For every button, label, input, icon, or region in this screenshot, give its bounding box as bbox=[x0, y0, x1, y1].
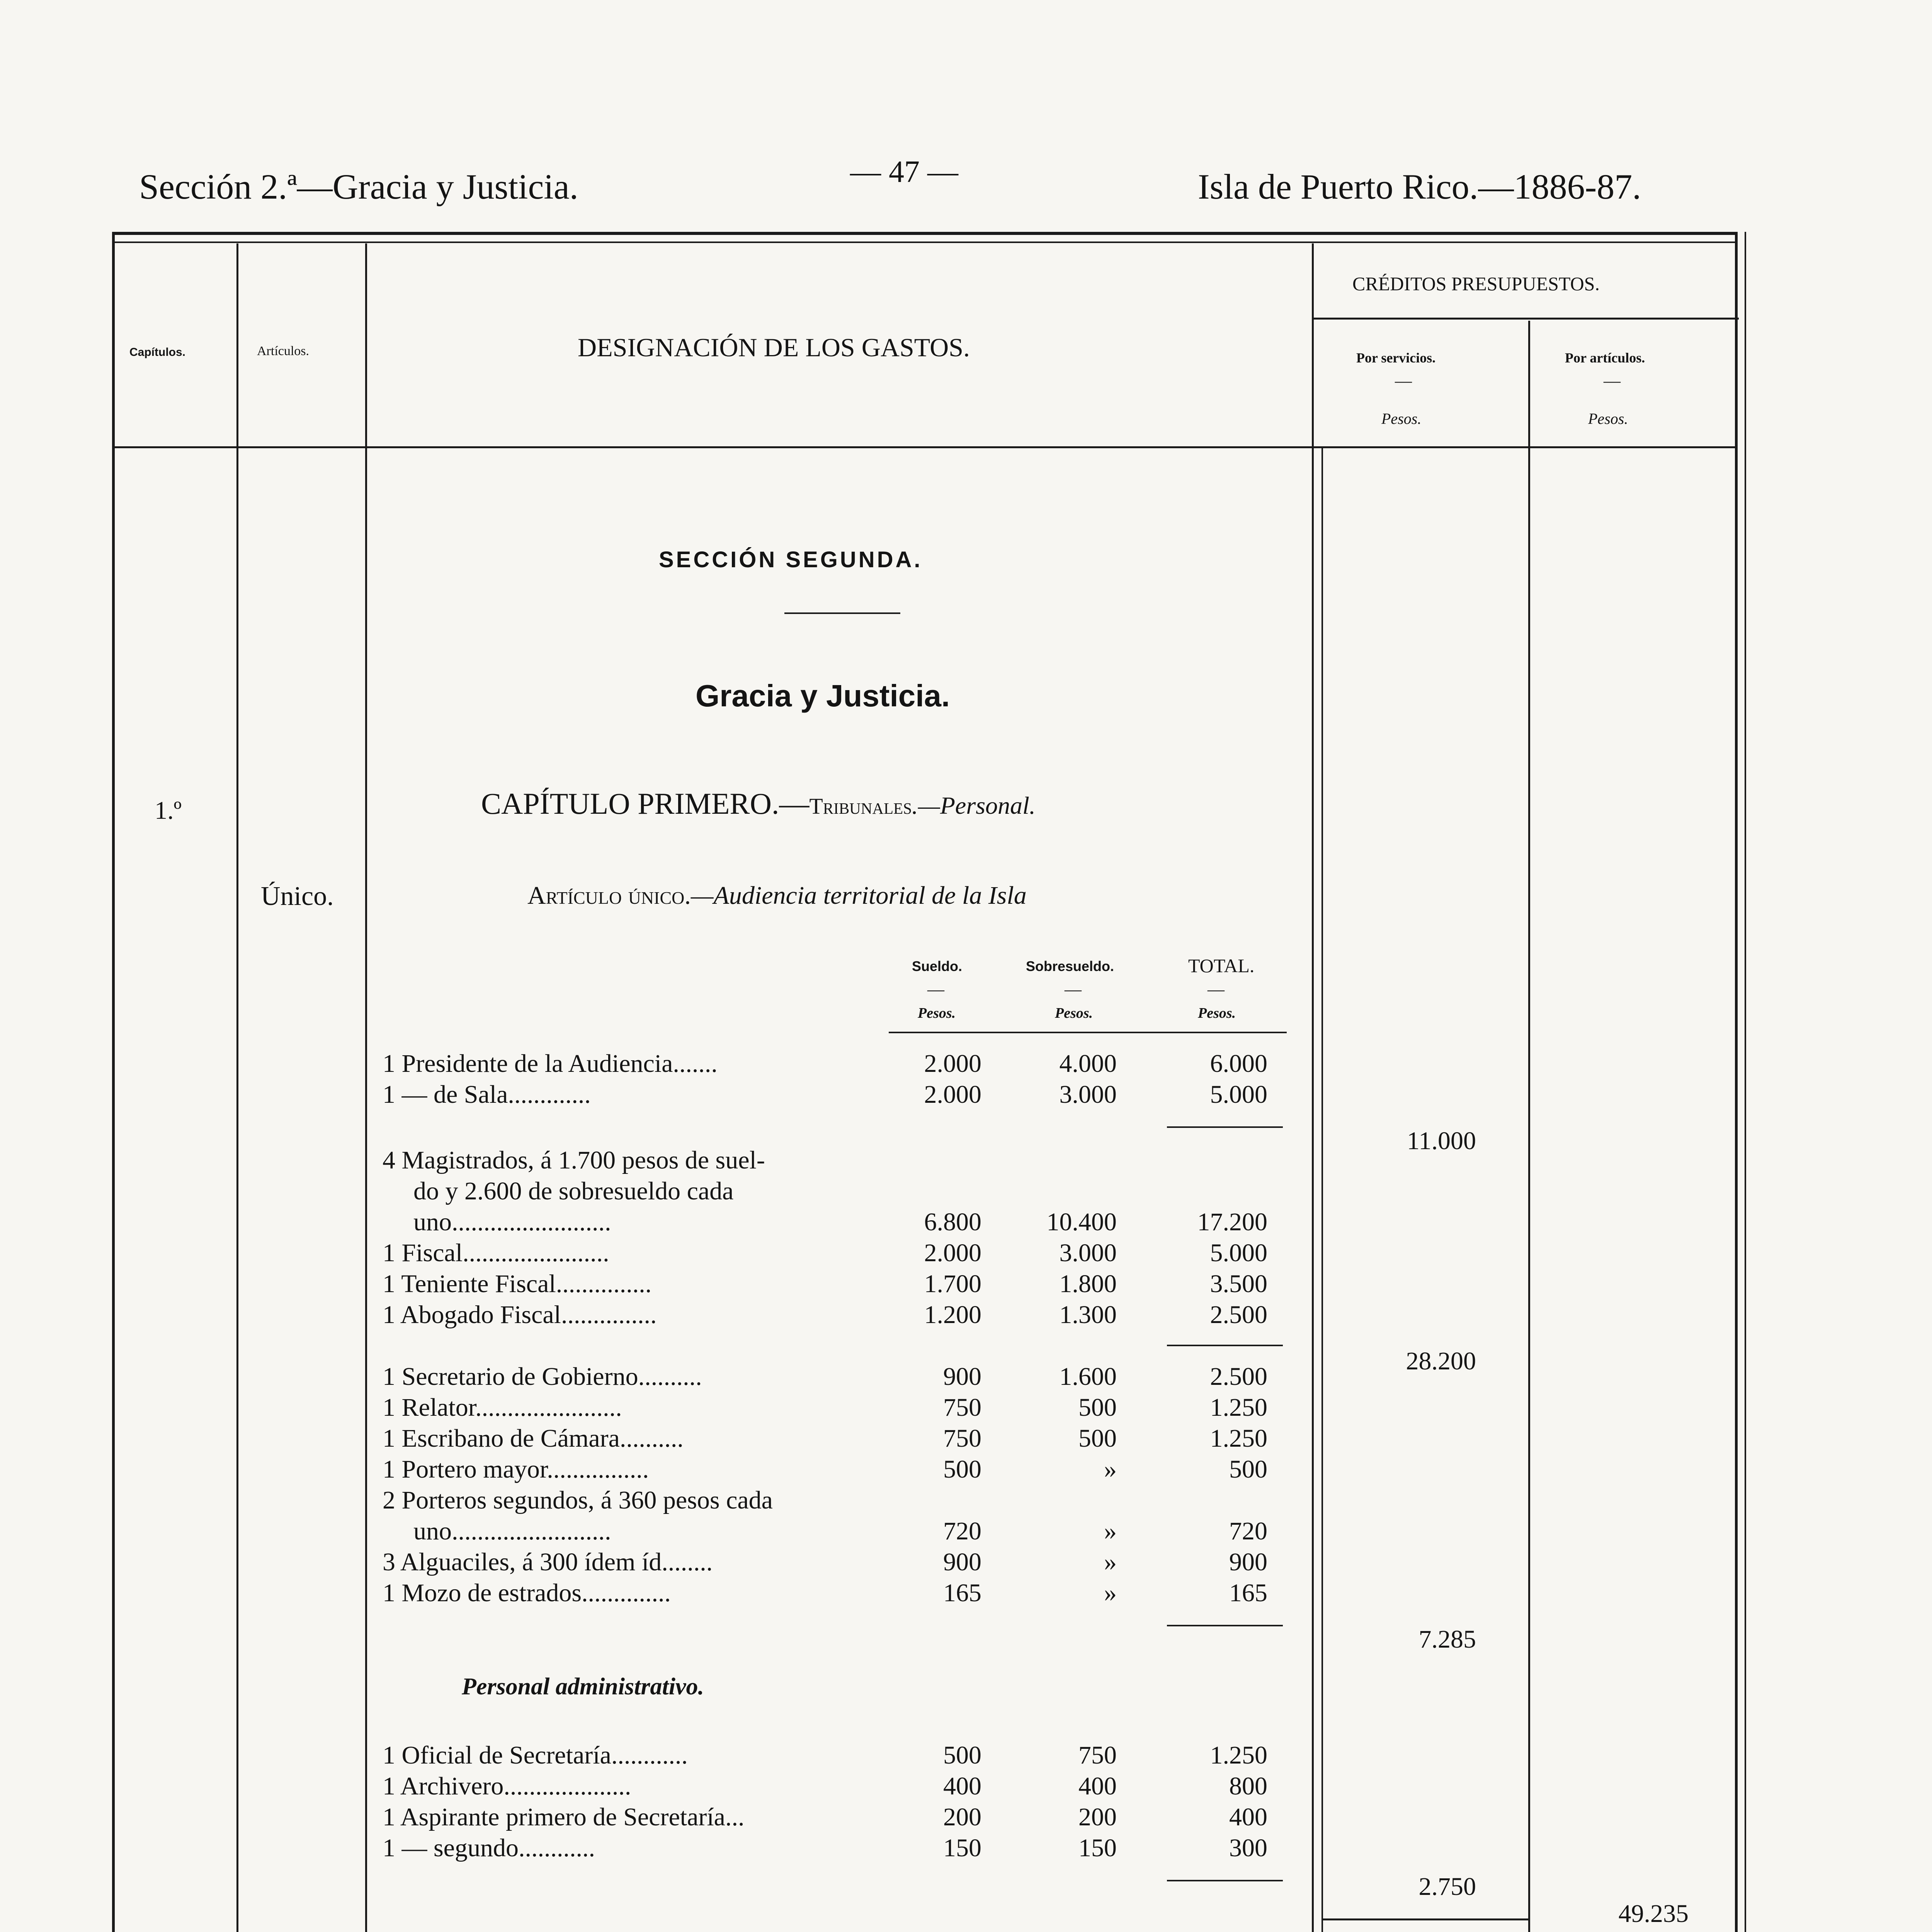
g1-row-1-text: 1 Presidente de la Audiencia....... bbox=[383, 1049, 718, 1078]
g4-row-2-text: 1 Archivero.................... bbox=[383, 1772, 631, 1800]
g4-row-3-sueldo: 200 bbox=[943, 1803, 981, 1831]
sub-total-dash: — bbox=[1208, 980, 1225, 999]
g3-row-6-sueldo: 720 bbox=[943, 1517, 981, 1545]
g2-row-4-total: 5.000 bbox=[1210, 1239, 1267, 1267]
g3-row-1-sueldo: 900 bbox=[943, 1362, 981, 1391]
g3-row-2-text: 1 Relator....................... bbox=[383, 1393, 622, 1422]
g2-row-6-sobre: 1.300 bbox=[1059, 1301, 1117, 1329]
g3-row-8-total: 165 bbox=[1229, 1579, 1267, 1607]
g3-row-1-text: 1 Secretario de Gobierno.......... bbox=[383, 1362, 702, 1391]
creditos-underline bbox=[1314, 318, 1739, 320]
g2-row-5-total: 3.500 bbox=[1210, 1270, 1267, 1298]
g3-row-4-sobre: » bbox=[1104, 1455, 1117, 1483]
col-servicios-pesos: Pesos. bbox=[1381, 410, 1422, 427]
g3-row-7-total: 900 bbox=[1229, 1548, 1267, 1576]
col-creditos: CRÉDITOS PRESUPUESTOS. bbox=[1352, 273, 1600, 294]
g3-row-7-sobre: » bbox=[1104, 1548, 1117, 1576]
cap1-articulo-title bbox=[527, 881, 1027, 910]
g4-row-1-text: 1 Oficial de Secretaría............ bbox=[383, 1741, 688, 1769]
rule-articulos-col bbox=[1528, 321, 1530, 1932]
g4-row-3-total: 400 bbox=[1229, 1803, 1267, 1831]
g4-row-4-sobre: 150 bbox=[1078, 1834, 1117, 1862]
g3-row-1-total: 2.500 bbox=[1210, 1362, 1267, 1391]
table-top-rule bbox=[112, 232, 1735, 235]
g3-row-7-sueldo: 900 bbox=[943, 1548, 981, 1576]
rule-articulos bbox=[365, 243, 367, 1932]
g3-row-4-total: 500 bbox=[1229, 1455, 1267, 1483]
g1-total-rule bbox=[1167, 1126, 1283, 1128]
frame-right bbox=[1735, 232, 1738, 1932]
g2-row-4-sobre: 3.000 bbox=[1059, 1239, 1117, 1267]
g3-row-2-total: 1.250 bbox=[1210, 1393, 1267, 1422]
g4-row-3-sobre: 200 bbox=[1078, 1803, 1117, 1831]
g2-row-3-sueldo: 6.800 bbox=[924, 1208, 981, 1236]
g3-subtotal: 7.285 bbox=[1418, 1625, 1476, 1653]
g4-total-rule bbox=[1167, 1880, 1283, 1881]
g2-subtotal: 28.200 bbox=[1406, 1347, 1476, 1375]
g2-row-1-text: 4 Magistrados, á 1.700 pesos de suel- bbox=[383, 1146, 765, 1174]
g4-subtotal: 2.750 bbox=[1418, 1872, 1476, 1901]
sub-sobre-dash: — bbox=[1065, 980, 1082, 999]
rule-servicios bbox=[1312, 243, 1314, 1932]
g1-row-2-sobre: 3.000 bbox=[1059, 1080, 1117, 1109]
g4-row-3-text: 1 Aspirante primero de Secretaría... bbox=[383, 1803, 745, 1831]
g3-row-3-total: 1.250 bbox=[1210, 1424, 1267, 1452]
gracia-title: Gracia y Justicia. bbox=[696, 679, 950, 713]
g3-row-2-sobre: 500 bbox=[1078, 1393, 1117, 1422]
g2-row-6-total: 2.500 bbox=[1210, 1301, 1267, 1329]
island-year-heading: Isla de Puerto Rico.—1886-87. bbox=[1198, 167, 1641, 206]
g3-row-6-total: 720 bbox=[1229, 1517, 1267, 1545]
g2-row-6-text: 1 Abogado Fiscal............... bbox=[383, 1301, 657, 1329]
col-articulos-pesos: Pesos. bbox=[1588, 410, 1628, 427]
col-articulos-dash: — bbox=[1604, 371, 1621, 390]
g4-row-2-total: 800 bbox=[1229, 1772, 1267, 1800]
g3-row-8-sueldo: 165 bbox=[943, 1579, 981, 1607]
g1-row-2-sueldo: 2.000 bbox=[924, 1080, 981, 1109]
g3-row-5-text: 2 Porteros segundos, á 360 pesos cada bbox=[383, 1486, 773, 1514]
cap1-articulo-col: Único. bbox=[261, 881, 334, 911]
frame-right-2 bbox=[1745, 232, 1746, 1932]
seccion-title: SECCIÓN SEGUNDA. bbox=[659, 547, 923, 572]
g3-total-rule bbox=[1167, 1625, 1283, 1626]
g2-row-2-text: do y 2.600 de sobresueldo cada bbox=[413, 1177, 734, 1205]
g4-row-2-sobre: 400 bbox=[1078, 1772, 1117, 1800]
g1-subtotal: 11.000 bbox=[1406, 1127, 1476, 1155]
cap1-articulo-label: Artículo único. bbox=[527, 881, 691, 910]
g3-row-4-sueldo: 500 bbox=[943, 1455, 981, 1483]
seccion-rule bbox=[784, 612, 900, 614]
g4-row-1-sobre: 750 bbox=[1078, 1741, 1117, 1769]
cap1-articulo-subtitle: —Audiencia territorial de la Isla bbox=[690, 881, 1027, 910]
g4-row-2-sueldo: 400 bbox=[943, 1772, 981, 1800]
sub-sobresueldo: Sobresueldo. bbox=[1026, 958, 1114, 974]
sub-sueldo-dash: — bbox=[927, 980, 944, 999]
page-number: — 47 — bbox=[850, 155, 958, 189]
col-por-articulos: Por artículos. bbox=[1565, 350, 1645, 366]
col-articulos: Artículos. bbox=[257, 344, 310, 358]
g3-row-7-text: 3 Alguaciles, á 300 ídem íd........ bbox=[383, 1548, 713, 1576]
g3-row-3-text: 1 Escribano de Cámara.......... bbox=[383, 1424, 684, 1452]
g3-row-4-text: 1 Portero mayor................ bbox=[383, 1455, 649, 1483]
col-designacion: DESIGNACIÓN DE LOS GASTOS. bbox=[578, 333, 970, 362]
header-bottom-rule bbox=[112, 446, 1735, 448]
cap1-title-main: CAPÍTULO PRIMERO.— bbox=[481, 787, 810, 820]
g2-row-6-sueldo: 1.200 bbox=[924, 1301, 981, 1329]
g3-row-8-sobre: » bbox=[1104, 1579, 1117, 1607]
sub-sueldo: Sueldo. bbox=[912, 958, 963, 974]
rule-servicios-2 bbox=[1321, 448, 1323, 1932]
g1-row-1-sueldo: 2.000 bbox=[924, 1049, 981, 1078]
g4-row-1-sueldo: 500 bbox=[943, 1741, 981, 1769]
g4-row-4-sueldo: 150 bbox=[943, 1834, 981, 1862]
g3-row-1-sobre: 1.600 bbox=[1059, 1362, 1117, 1391]
g1-row-2-total: 5.000 bbox=[1210, 1080, 1267, 1109]
g2-row-5-text: 1 Teniente Fiscal............... bbox=[383, 1270, 652, 1298]
g3-row-3-sobre: 500 bbox=[1078, 1424, 1117, 1452]
g3-row-6-text: uno......................... bbox=[413, 1517, 611, 1545]
table-top-rule-inner bbox=[112, 242, 1735, 243]
g2-row-5-sueldo: 1.700 bbox=[924, 1270, 981, 1298]
g2-row-3-sobre: 10.400 bbox=[1046, 1208, 1117, 1236]
cap1-servicios-rule bbox=[1321, 1918, 1528, 1920]
col-capitulos: Capítulos. bbox=[129, 346, 186, 359]
g3-row-8-text: 1 Mozo de estrados.............. bbox=[383, 1579, 671, 1607]
cap1-title-sc: Tribunales bbox=[809, 794, 912, 819]
sub-sobre-pesos: Pesos. bbox=[1055, 1005, 1093, 1021]
cap1-title bbox=[481, 786, 1036, 821]
col-servicios-dash: — bbox=[1395, 371, 1412, 390]
g4-row-1-total: 1.250 bbox=[1210, 1741, 1267, 1769]
g3-row-3-sueldo: 750 bbox=[943, 1424, 981, 1452]
cap1-number: 1.º bbox=[155, 796, 182, 825]
g2-row-5-sobre: 1.800 bbox=[1059, 1270, 1117, 1298]
g1-row-1-total: 6.000 bbox=[1210, 1049, 1267, 1078]
g1-row-2-text: 1 — de Sala............. bbox=[383, 1080, 591, 1109]
g4-row-4-total: 300 bbox=[1229, 1834, 1267, 1862]
g2-total-rule bbox=[1167, 1345, 1283, 1346]
g1-row-1-sobre: 4.000 bbox=[1059, 1049, 1117, 1078]
g3-row-2-sueldo: 750 bbox=[943, 1393, 981, 1422]
personal-admin-heading: Personal administrativo. bbox=[462, 1673, 704, 1700]
rule-capitulos bbox=[236, 243, 238, 1932]
section-heading: Sección 2.ª—Gracia y Justicia. bbox=[139, 167, 578, 206]
sub-header-rule bbox=[889, 1032, 1287, 1033]
g2-row-4-sueldo: 2.000 bbox=[924, 1239, 981, 1267]
cap1-title-tail: .—Personal. bbox=[912, 792, 1036, 819]
sub-total: TOTAL. bbox=[1188, 955, 1255, 976]
col-por-servicios: Por servicios. bbox=[1356, 350, 1436, 366]
g2-row-3-total: 17.200 bbox=[1197, 1208, 1267, 1236]
sub-total-pesos: Pesos. bbox=[1198, 1005, 1236, 1021]
g3-row-6-sobre: » bbox=[1104, 1517, 1117, 1545]
g4-row-4-text: 1 — segundo............ bbox=[383, 1834, 595, 1862]
frame-left bbox=[112, 232, 115, 1932]
sub-sueldo-pesos: Pesos. bbox=[918, 1005, 956, 1021]
g2-row-4-text: 1 Fiscal....................... bbox=[383, 1239, 609, 1267]
cap1-articulo-total: 49.235 bbox=[1618, 1900, 1689, 1928]
g2-row-3-text: uno......................... bbox=[413, 1208, 611, 1236]
